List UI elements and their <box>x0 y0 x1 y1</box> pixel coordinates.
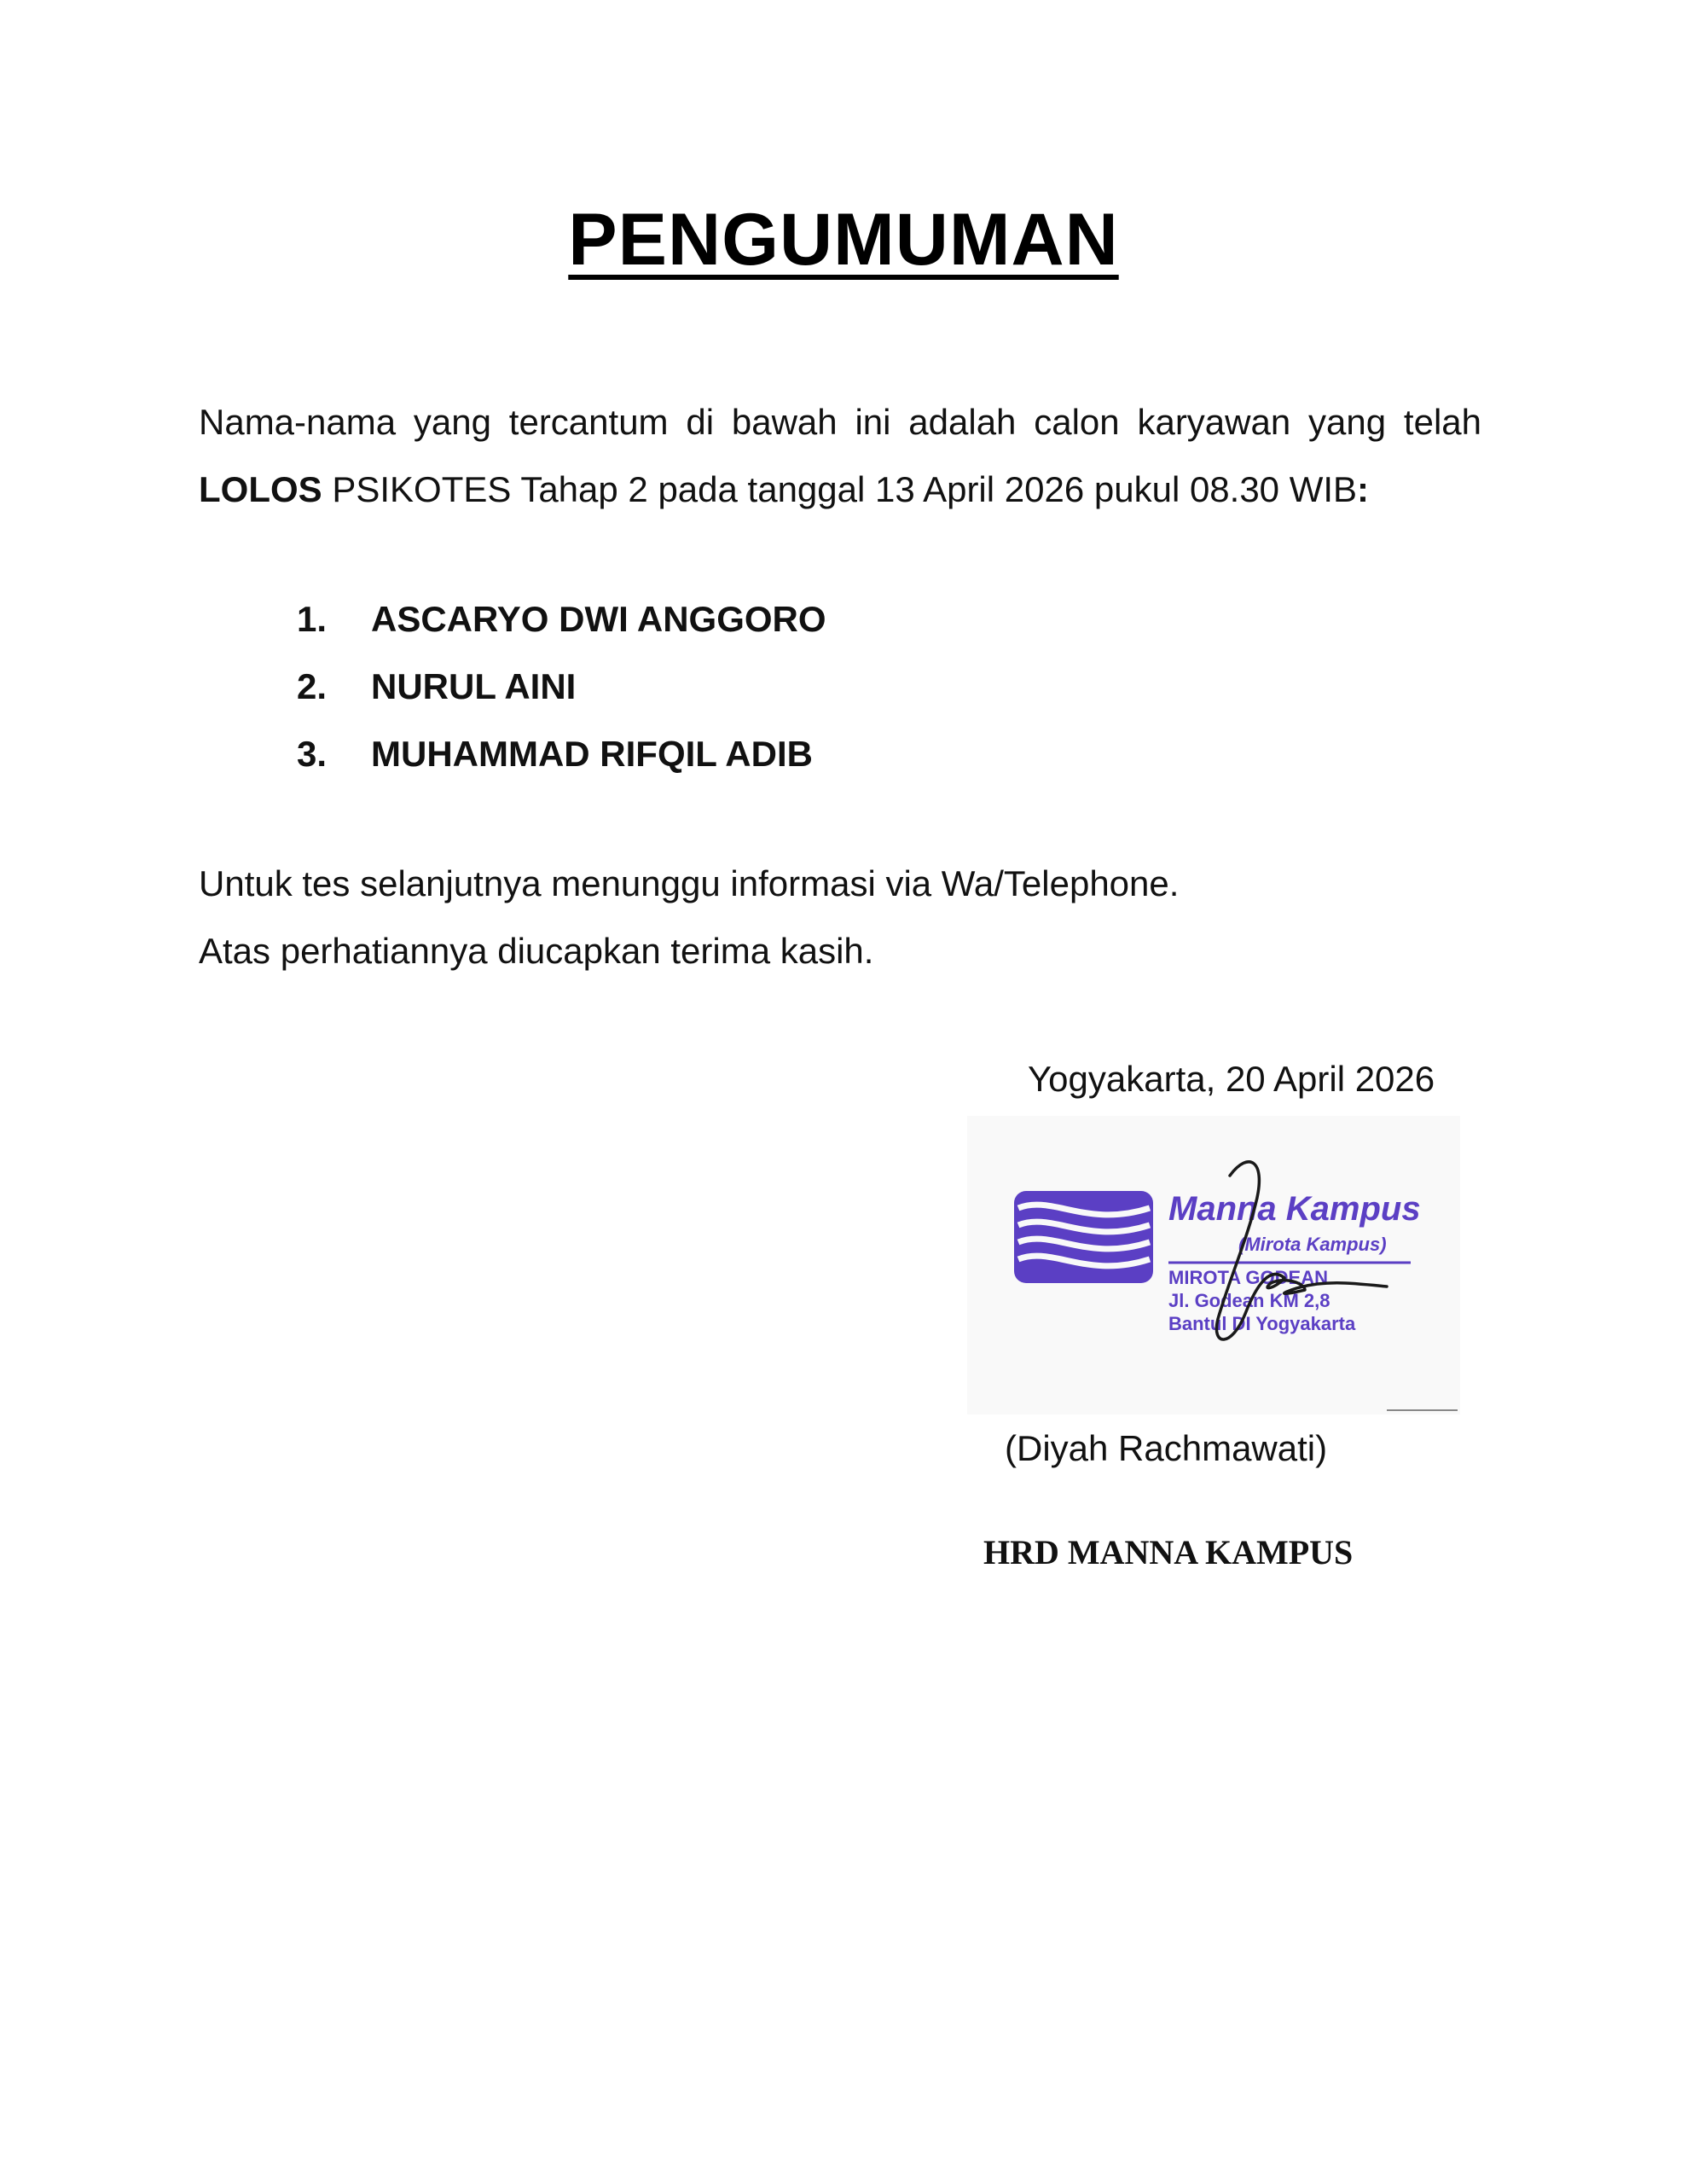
intro-paragraph <box>199 388 1481 523</box>
candidate-number: 3. <box>297 734 328 774</box>
stamp-sub-brand: (Mirota Kampus) <box>1238 1234 1387 1255</box>
company-stamp <box>967 1116 1460 1414</box>
closing-line-1: Untuk tes selanjutnya menunggu informasi via Wa/Telephone. <box>199 863 1180 903</box>
list-item <box>297 585 826 653</box>
stamp-graphic <box>967 1116 1460 1414</box>
intro-text-part1: Nama-nama yang tercantum di bawah ini adalah calon karyawan yang telah <box>199 402 1481 442</box>
closing-line-2: Atas perhatiannya diucapkan terima kasih. <box>199 931 874 971</box>
signer-name: (Diyah Rachmawati) <box>1005 1428 1328 1468</box>
candidate-name: ASCARYO DWI ANGGORO <box>371 599 826 639</box>
intro-colon: : <box>1357 469 1370 509</box>
list-item <box>297 720 826 787</box>
stamp-logo-icon <box>1014 1191 1153 1283</box>
candidate-number: 1. <box>297 599 328 639</box>
candidate-name: MUHAMMAD RIFQIL ADIB <box>371 734 813 774</box>
candidate-name: NURUL AINI <box>371 666 577 706</box>
stamp-address-1: MIROTA GODEAN <box>1168 1267 1328 1288</box>
department-label: HRD MANNA KAMPUS <box>983 1533 1354 1571</box>
place-date: Yogyakarta, 20 April 2026 <box>1028 1059 1435 1099</box>
page-title-text: PENGUMUMAN <box>568 199 1119 281</box>
list-item <box>297 653 826 720</box>
candidate-number: 2. <box>297 666 328 706</box>
intro-emphasis: LOLOS <box>199 469 322 509</box>
closing-paragraph <box>199 850 1179 985</box>
candidate-list <box>297 585 826 787</box>
intro-text-part2: PSIKOTES Tahap 2 pada tanggal 13 April 2026 pukul 08.30 WIB <box>322 469 1358 509</box>
page-title <box>0 198 1687 282</box>
stamp-address-2: Jl. Godean KM 2,8 <box>1168 1290 1330 1311</box>
stamp-brand: Manna Kampus <box>1168 1190 1421 1228</box>
stamp-address-3: Bantul DI Yogyakarta <box>1168 1313 1356 1334</box>
